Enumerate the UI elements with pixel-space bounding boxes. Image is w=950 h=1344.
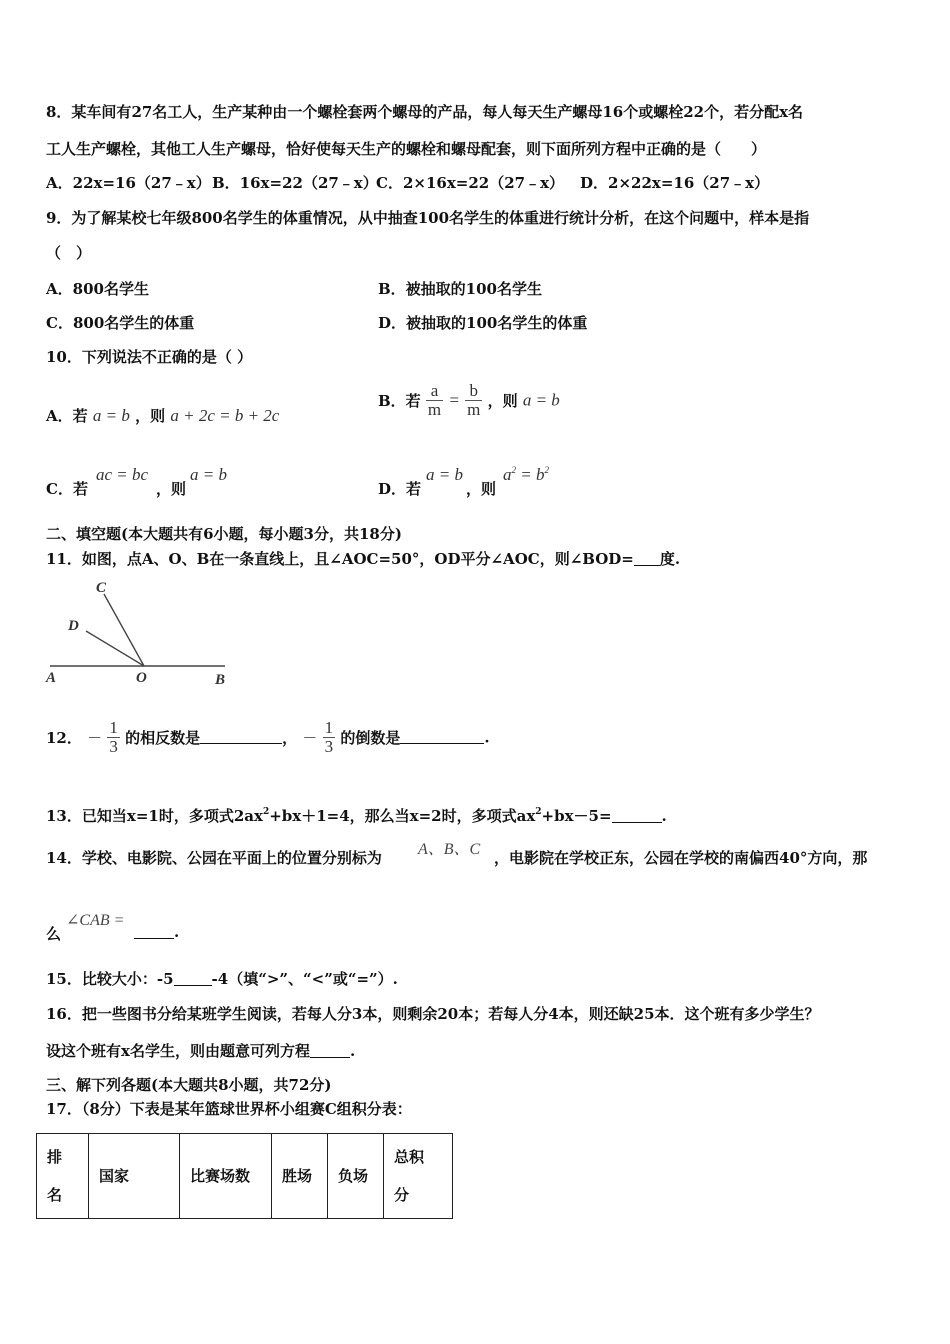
q10-d-math-mid: = b bbox=[516, 465, 545, 484]
q12-frac-2 bbox=[323, 719, 336, 756]
q10-a-math-result: a + 2c = b + 2c bbox=[170, 406, 280, 425]
q12-frac-1-num: 1 bbox=[109, 718, 118, 737]
table-header-row bbox=[37, 1134, 453, 1219]
q10-option-a bbox=[46, 405, 279, 426]
q15-line bbox=[46, 968, 398, 990]
q10-d-math-a: a bbox=[503, 465, 512, 484]
q11-text bbox=[46, 548, 680, 570]
q13-text-1: 13．已知当x=1时，多项式2ax bbox=[46, 807, 263, 825]
q10-d-mid: ，则 bbox=[466, 480, 497, 498]
q12-answer-blank-1[interactable] bbox=[200, 729, 282, 744]
q14-answer-line bbox=[134, 923, 179, 941]
q17-text: 17．（8分）下表是某年篮球世界杯小组赛C组积分表： bbox=[46, 1100, 412, 1118]
q10-a-mid: ，则 bbox=[135, 407, 166, 425]
q11-angle-figure bbox=[40, 578, 240, 690]
header-points-l1: 总积 bbox=[394, 1148, 425, 1166]
section-2-heading: 二、填空题(本大题共有6小题，每小题3分，共18分) bbox=[46, 525, 402, 543]
q10-b-frac-left-den: m bbox=[427, 400, 442, 419]
q13-line bbox=[46, 801, 667, 827]
header-rank-l1: 排 bbox=[47, 1148, 63, 1166]
header-wins: 胜场 bbox=[272, 1134, 328, 1219]
q14-angle-cab: ∠CAB = bbox=[66, 912, 125, 929]
q16-line1: 16．把一些图书分给某班学生阅读，若每人分3本，则剩余20本；若每人分4本，则还缺25本．这个班有多少学生？ bbox=[46, 1005, 820, 1023]
q14-text-3: 么 bbox=[46, 925, 62, 943]
q10-c-math-result: a = b bbox=[190, 465, 227, 484]
q14-math-abc: A、B、C bbox=[418, 841, 481, 858]
q13-text-3: +bx－5= bbox=[541, 807, 612, 825]
q15-answer-blank[interactable] bbox=[174, 971, 212, 986]
q12-frac-1-den: 3 bbox=[109, 737, 118, 756]
q8-line1: 8．某车间有27名工人，生产某种由一个螺栓套两个螺母的产品，每人每天生产螺母16个或螺栓22个，若分配x名 bbox=[46, 103, 804, 121]
q8-option-b: B．16x=22（27﹣x） bbox=[212, 174, 378, 192]
q13-sup-1: 2 bbox=[262, 807, 270, 817]
q16-answer-blank[interactable] bbox=[310, 1043, 350, 1058]
q9-option-c: C．800名学生的体重 bbox=[46, 314, 195, 332]
q15-text-1: 15．比较大小：-5 bbox=[46, 970, 174, 988]
q13-end: . bbox=[661, 807, 667, 825]
q9-option-b: B．被抽取的100名学生 bbox=[378, 280, 542, 298]
q12-frac-2-num: 1 bbox=[324, 718, 334, 737]
q10-b-label: B．若 bbox=[378, 392, 421, 410]
q9-option-d: D．被抽取的100名学生的体重 bbox=[378, 314, 588, 332]
q12-sep: ， bbox=[282, 729, 298, 747]
q10-d-sup-1: 2 bbox=[511, 465, 516, 475]
q10-b-frac-left-num: a bbox=[426, 382, 443, 401]
q10-option-d-label: D．若 bbox=[378, 480, 422, 498]
q10-option-c-label: C．若 bbox=[46, 480, 88, 498]
label-c: C bbox=[96, 580, 107, 596]
q10-b-eq: = bbox=[448, 390, 460, 410]
q10-c-math-cond: ac = bc bbox=[96, 465, 149, 484]
q10-stem: 10．下列说法不正确的是（ ） bbox=[46, 348, 253, 366]
q10-b-frac-right-den: m bbox=[467, 400, 481, 419]
q16-end: . bbox=[349, 1042, 356, 1060]
q13-text-2: +bx＋1=4，那么当x=2时，多项式ax bbox=[269, 807, 536, 825]
q10-b-mid: ，则 bbox=[487, 392, 518, 410]
q10-a-label: A．若 bbox=[46, 407, 88, 425]
q10-b-frac-right-num: b bbox=[465, 382, 482, 401]
q12-prefix: 12． bbox=[46, 729, 82, 747]
q8-line2: 工人生产螺栓，其他工人生产螺母，恰好使每天生产的螺栓和螺母配套，则下面所列方程中正确的是（ ） bbox=[46, 140, 767, 158]
q13-sup-2: 2 bbox=[535, 807, 542, 817]
q12-line bbox=[46, 719, 490, 756]
q14-text-2: ，电影院在学校正东，公园在学校的南偏西40°方向，那 bbox=[494, 849, 868, 867]
label-o: O bbox=[136, 670, 147, 686]
q16-line2 bbox=[46, 1040, 355, 1062]
q12-neg-2: － bbox=[302, 729, 318, 747]
ray-od bbox=[86, 631, 144, 666]
q11-answer-blank[interactable] bbox=[634, 551, 660, 566]
q8-option-a: A．22x=16（27﹣x） bbox=[46, 174, 211, 192]
q10-d-sup-2: 2 bbox=[544, 465, 549, 475]
header-rank bbox=[37, 1134, 89, 1219]
q10-c-mid: ，则 bbox=[156, 480, 187, 498]
q10-option-b bbox=[378, 382, 560, 419]
q12-frac-2-den: 3 bbox=[324, 737, 334, 756]
q10-b-math-result: a = b bbox=[522, 390, 560, 410]
q15-text-2: -4（填“>”、“<”或“=”）. bbox=[211, 970, 398, 988]
q10-d-math-cond: a = b bbox=[426, 465, 463, 484]
q11-tail: 度. bbox=[659, 550, 681, 568]
q12-end: . bbox=[484, 728, 490, 747]
q14-end: . bbox=[174, 923, 180, 941]
q11-stem: 11．如图，点A、O、B在一条直线上，且∠AOC=50°，OD平分∠AOC，则∠BOD= bbox=[46, 550, 634, 568]
section-3-heading: 三、解下列各题(本大题共8小题，共72分) bbox=[46, 1076, 332, 1094]
header-losses: 负场 bbox=[328, 1134, 384, 1219]
q9-line2: （ ） bbox=[46, 244, 92, 262]
q8-option-d: D．2×22x=16（27﹣x） bbox=[580, 174, 770, 192]
q17-score-table bbox=[36, 1133, 453, 1219]
q14-text-1: 14．学校、电影院、公园在平面上的位置分别标为 bbox=[46, 849, 382, 867]
q12-neg-1: － bbox=[87, 729, 103, 747]
header-country: 国家 bbox=[89, 1134, 180, 1219]
q10-b-frac-left bbox=[426, 382, 443, 419]
q10-d-math-result bbox=[503, 465, 549, 485]
q16-text: 设这个班有x名学生，则由题意可列方程 bbox=[46, 1042, 310, 1060]
q12-answer-blank-2[interactable] bbox=[400, 729, 484, 744]
q9-option-a: A．800名学生 bbox=[46, 280, 149, 298]
q14-answer-blank[interactable] bbox=[134, 924, 174, 939]
q9-line1: 9．为了解某校七年级800名学生的体重情况，从中抽查100名学生的体重进行统计分析，在这个问题中，样本是指 bbox=[46, 209, 810, 227]
header-points bbox=[384, 1134, 453, 1219]
label-a: A bbox=[46, 670, 57, 686]
q12-frac-1 bbox=[107, 719, 120, 756]
header-rank-l2: 名 bbox=[47, 1186, 63, 1204]
label-b: B bbox=[215, 672, 226, 688]
q10-a-math-cond: a = b bbox=[92, 406, 130, 425]
ray-oc bbox=[104, 594, 144, 666]
q13-answer-blank[interactable] bbox=[612, 808, 662, 823]
q10-b-frac-right bbox=[465, 382, 482, 419]
q8-option-c: C．2×16x=22（27﹣x） bbox=[376, 174, 565, 192]
q12-text-1: 的相反数是 bbox=[125, 729, 201, 747]
header-games: 比赛场数 bbox=[180, 1134, 272, 1219]
header-points-l2: 分 bbox=[394, 1186, 410, 1204]
q12-text-2: 的倒数是 bbox=[340, 729, 401, 747]
label-d: D bbox=[68, 618, 79, 634]
